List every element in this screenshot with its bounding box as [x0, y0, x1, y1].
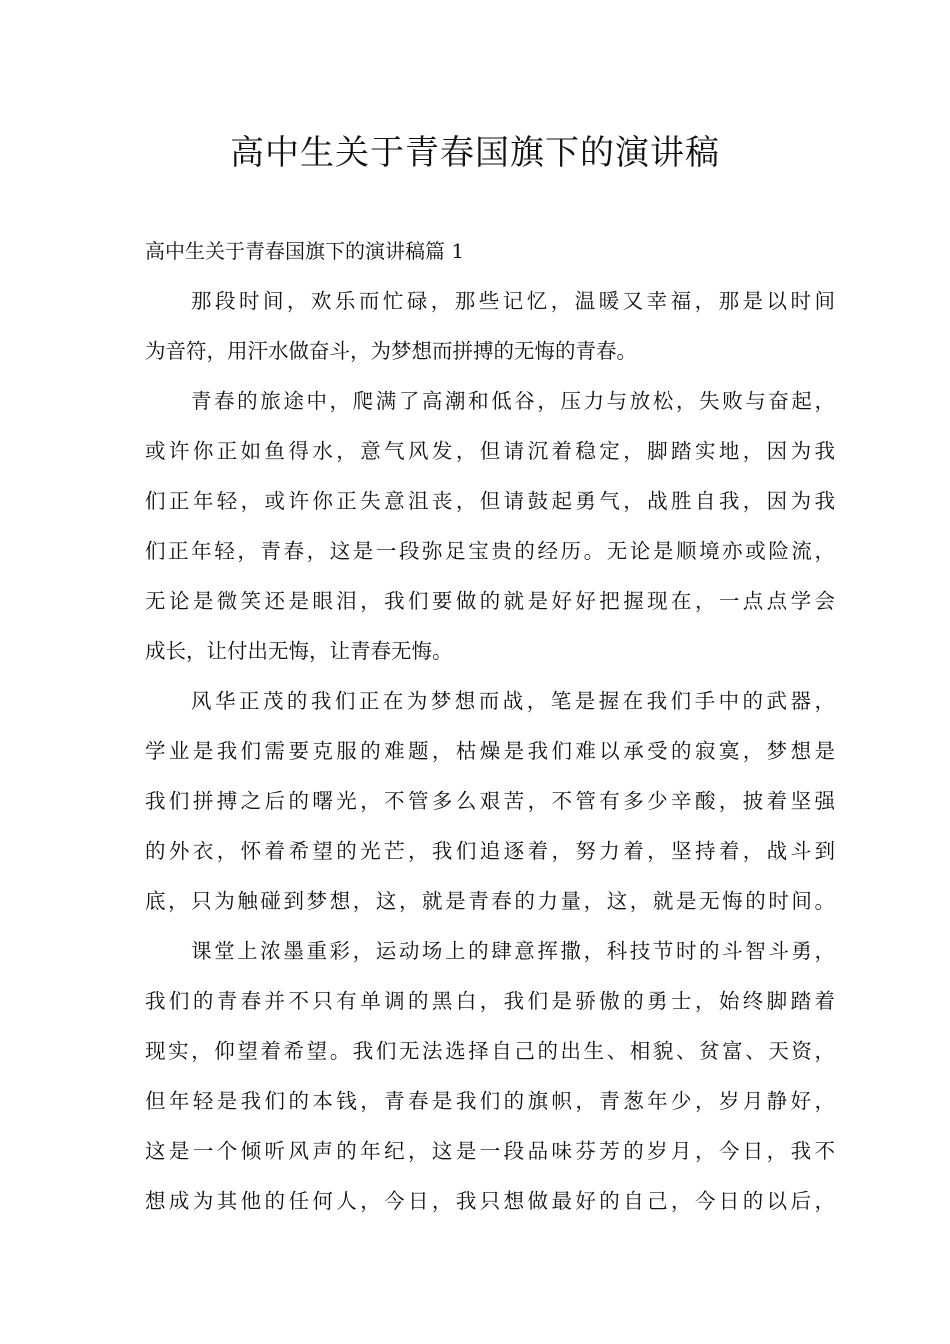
- text-line: 青春的旅途中，爬满了高潮和低谷，压力与放松，失败与奋起，: [191, 389, 835, 413]
- document-body: [145, 284, 835, 1234]
- text-line: 为音符，用汗水做奋斗，为梦想而拼搏的无悔的青春。: [145, 339, 637, 363]
- text-line: 成长，让付出无悔，让青春无悔。: [145, 639, 453, 663]
- text-line: 现实，仰望着希望。我们无法选择自己的出生、相貌、贫富、天资，: [145, 1039, 835, 1063]
- text-line: 学业是我们需要克服的难题，枯燥是我们难以承受的寂寞，梦想是: [145, 739, 835, 763]
- text-line: 这是一个倾听风声的年纪，这是一段品味芬芳的岁月，今日，我不: [145, 1139, 835, 1163]
- section-heading: 高中生关于青春国旗下的演讲稿篇 1: [145, 239, 465, 263]
- text-line: 底，只为触碰到梦想，这，就是青春的力量，这，就是无悔的时间。: [145, 889, 835, 913]
- text-line: 我们的青春并不只有单调的黑白，我们是骄傲的勇士，始终脚踏着: [145, 989, 835, 1013]
- text-line: 风华正茂的我们正在为梦想而战，笔是握在我们手中的武器，: [191, 689, 835, 713]
- text-line: 那段时间，欢乐而忙碌，那些记忆，温暖又幸福，那是以时间: [191, 289, 835, 313]
- text-line: 课堂上浓墨重彩，运动场上的肆意挥撒，科技节时的斗智斗勇，: [191, 939, 835, 963]
- text-line: 们正年轻，青春，这是一段弥足宝贵的经历。无论是顺境亦或险流，: [145, 539, 835, 563]
- text-line: 想成为其他的任何人，今日，我只想做最好的自己，今日的以后，: [145, 1189, 835, 1213]
- text-line: 或许你正如鱼得水，意气风发，但请沉着稳定，脚踏实地，因为我: [145, 439, 835, 463]
- text-line: 们正年轻，或许你正失意沮丧，但请鼓起勇气，战胜自我，因为我: [145, 489, 835, 513]
- text-line: 我们拼搏之后的曙光，不管多么艰苦，不管有多少辛酸，披着坚强: [145, 789, 835, 813]
- text-line: 的外衣，怀着希望的光芒，我们追逐着，努力着，坚持着，战斗到: [145, 839, 835, 863]
- text-line: 但年轻是我们的本钱，青春是我们的旗帜，青葱年少，岁月静好，: [145, 1089, 835, 1113]
- text-line: 无论是微笑还是眼泪，我们要做的就是好好把握现在，一点点学会: [145, 589, 835, 613]
- document-title: 高中生关于青春国旗下的演讲稿: [230, 133, 720, 173]
